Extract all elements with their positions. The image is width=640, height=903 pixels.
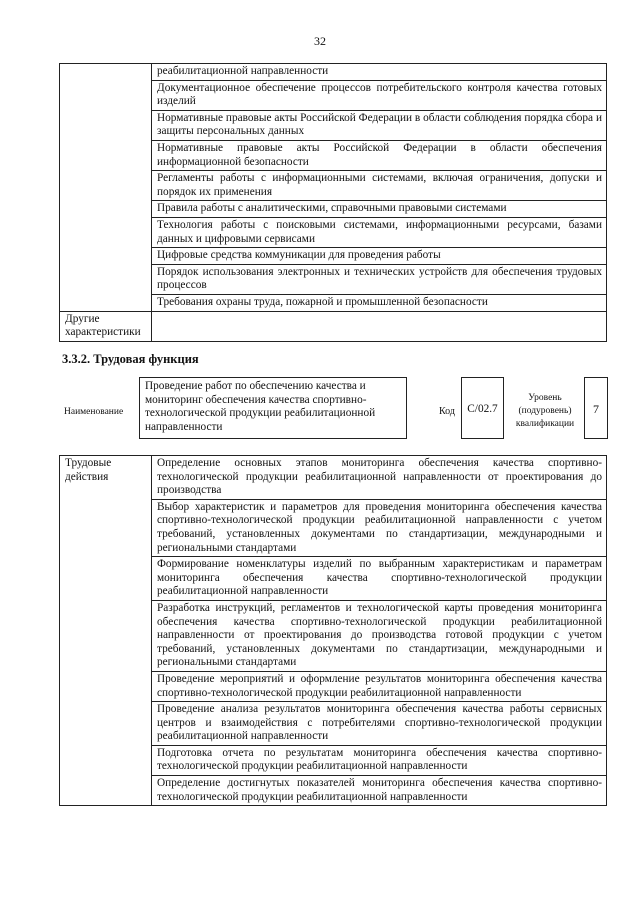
labor-actions-table <box>59 455 607 806</box>
table-row <box>60 456 607 500</box>
table-cell: Подготовка отчета по результатам мониторинга обеспечения качества спортивно-технологической продукции реабилитационной направленности <box>152 745 607 775</box>
table-cell: Регламенты работы с информационными системами, включая ограничения, допуски и порядок их применения <box>152 171 607 201</box>
row-group-label <box>60 64 152 312</box>
table-cell: Цифровые средства коммуникации для проведения работы <box>152 248 607 265</box>
table-row <box>60 311 607 341</box>
table-cell: Разработка инструкций, регламентов и технологической карты проведения мониторинга обеспечения качества спортивно-технологической продукции реабилитационной направленности от проектирования до производства готовой продукции с учетом требований, установленных документами по стандартизации, международными и региональными стандартами <box>152 600 607 671</box>
table-cell: Определение основных этапов мониторинга обеспечения качества спортивно-технологической продукции реабилитационной направленности от проектирования до производства <box>152 456 607 500</box>
table-cell: Технология работы с поисковыми системами, информационными ресурсами, базами данных и цифровыми сервисами <box>152 217 607 247</box>
table-cell: реабилитационной направленности <box>152 64 607 81</box>
table-cell: Формирование номенклатуры изделий по выбранным характеристикам и параметрам мониторинга обеспечения качества спортивно-технологической продукции реабилитационной направленности <box>152 557 607 601</box>
page-number: 32 <box>314 34 326 48</box>
function-name-box: Проведение работ по обеспечению качества и мониторинг обеспечения качества спортивно-технологической продукции реабилитационной направленности <box>139 377 407 439</box>
table-row <box>60 64 607 81</box>
other-characteristics-label: Другие характеристики <box>60 311 152 341</box>
table-cell: Проведение анализа результатов мониторинга обеспечения качества работы сервисных центров и взаимодействия с потребителями спортивно-технологической продукции реабилитационной направленности <box>152 702 607 746</box>
name-label: Наименование <box>64 407 124 417</box>
table-cell: Правила работы с аналитическими, справочными правовыми системами <box>152 201 607 218</box>
row-group-label: Трудовые действия <box>60 456 152 806</box>
table-cell: Требования охраны труда, пожарной и промышленной безопасности <box>152 294 607 311</box>
table-cell: Выбор характеристик и параметров для проведения мониторинга обеспечения качества спортивно-технологической продукции реабилитационной направленности с учетом требований, установленных документами по стандартизации, международными и региональными стандартами <box>152 499 607 556</box>
qualification-level-box: 7 <box>584 377 608 439</box>
code-label: Код <box>439 406 455 417</box>
code-box: C/02.7 <box>461 377 504 439</box>
section-title: 3.3.2. Трудовая функция <box>62 352 199 366</box>
other-characteristics-value <box>152 311 607 341</box>
qualification-level-label: Уровень (подуровень) квалификации <box>515 393 575 429</box>
knowledge-table <box>59 63 607 342</box>
table-cell: Проведение мероприятий и оформление результатов мониторинга обеспечения качества спортивно-технологической продукции реабилитационной направленности <box>152 671 607 701</box>
table-cell: Нормативные правовые акты Российской Федерации в области обеспечения информационной безопасности <box>152 140 607 170</box>
table-cell: Определение достигнутых показателей мониторинга обеспечения качества спортивно-технологической продукции реабилитационной направленности <box>152 776 607 806</box>
table-cell: Порядок использования электронных и технических устройств для обеспечения трудовых процессов <box>152 264 607 294</box>
table-cell: Документационное обеспечение процессов потребительского контроля качества готовых изделий <box>152 80 607 110</box>
table-cell: Нормативные правовые акты Российской Федерации в области соблюдения порядка сбора и защиты персональных данных <box>152 110 607 140</box>
